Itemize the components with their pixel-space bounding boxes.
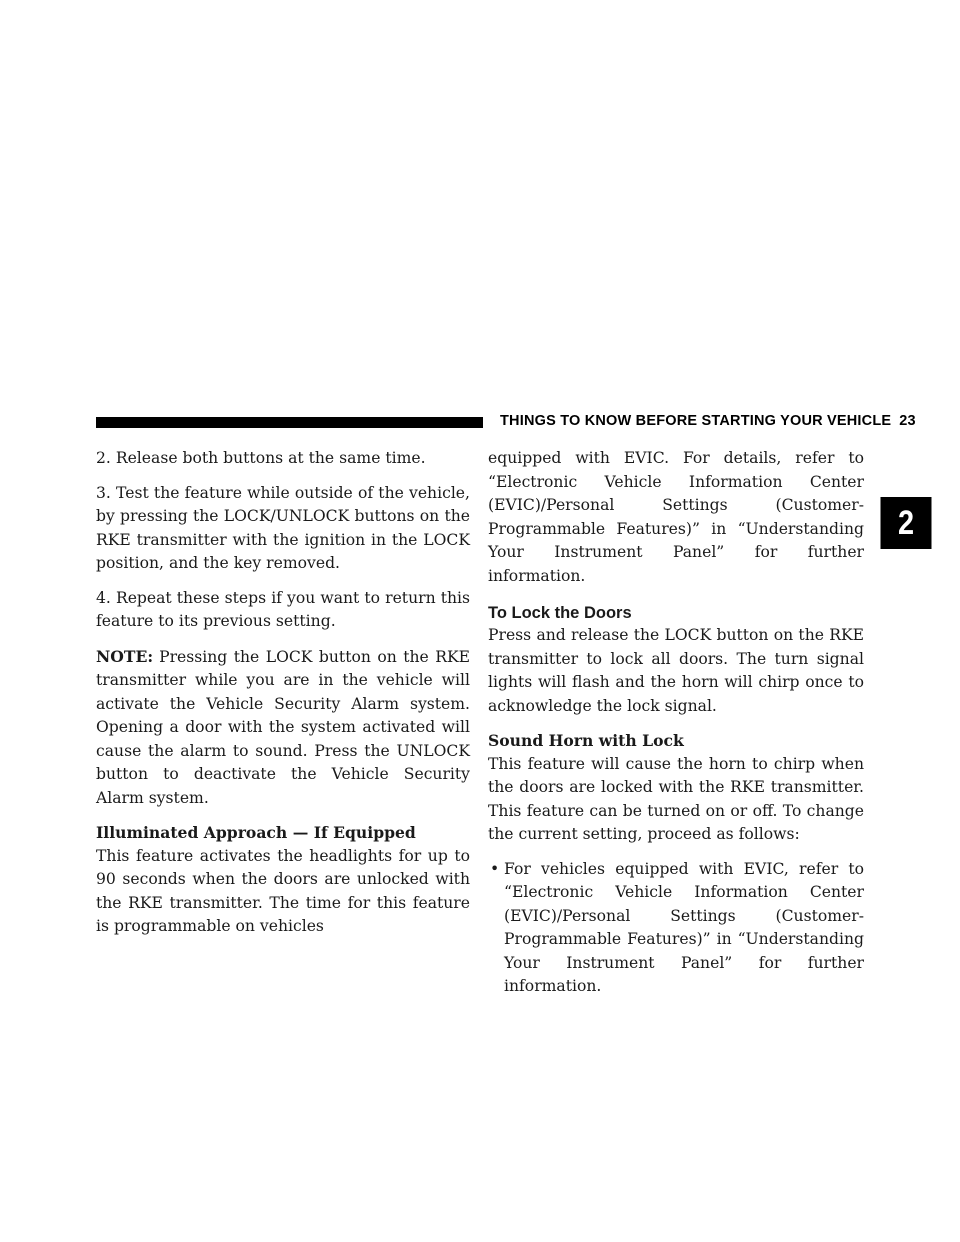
illuminated-approach-heading: Illuminated Approach — If Equipped [96,823,416,842]
note-paragraph [96,645,470,811]
lock-doors-text: Press and release the LOCK button on the RKE transmitter to lock all doors. The turn signal lights will flash and the horn will chirp once to acknowledge the lock signal. [488,626,864,715]
header-title: THINGS TO KNOW BEFORE STARTING YOUR VEHICLE [500,413,892,429]
bullet-text: For vehicles equipped with EVIC, refer to “Electronic Vehicle Information Center (EVIC)/Personal Settings (Customer-Programmable Features)” in “Understanding Your Instrument Panel” for further information. [504,859,864,995]
running-header [500,413,916,429]
header-rule [96,417,483,428]
list-item [488,858,864,999]
note-label: NOTE: [96,646,154,666]
step-3: 3. Test the feature while outside of the vehicle, by pressing the LOCK/UNLOCK buttons on the RKE transmitter with the ignition in the LOCK position, and the key removed. [96,483,470,572]
bullet-icon: • [490,859,500,878]
chapter-tab: 2 [881,497,932,549]
lock-doors-heading: To Lock the Doors [488,604,632,622]
illuminated-approach-text: This feature activates the headlights for up to 90 seconds when the doors are unlocked with the RKE transmitter. The time for this feature is programmable on vehicles [96,846,470,935]
step-4: 4. Repeat these steps if you want to return this feature to its previous setting. [96,588,470,630]
page-number: 23 [899,413,916,429]
continued-text: equipped with EVIC. For details, refer to “Electronic Vehicle Information Center (EVIC)/Personal Settings (Customer-Programmable Features)” in “Understanding Your Instrument Panel” for further information. [488,449,864,585]
note-text: Pressing the LOCK button on the RKE transmitter while you are in the vehicle will activate the Vehicle Security Alarm system. Opening a door with the system activated will cause the alarm to sound. Press the UNLOCK button to deactivate the Vehicle Security Alarm system. [96,647,470,807]
sound-horn-heading: Sound Horn with Lock [488,731,684,750]
right-column [488,447,864,999]
step-2: 2. Release both buttons at the same time. [96,449,426,467]
sound-horn-text: This feature will cause the horn to chirp when the doors are locked with the RKE transmitter. This feature can be turned on or off. To change the current setting, proceed as follows: [488,754,864,843]
left-column [96,447,470,939]
